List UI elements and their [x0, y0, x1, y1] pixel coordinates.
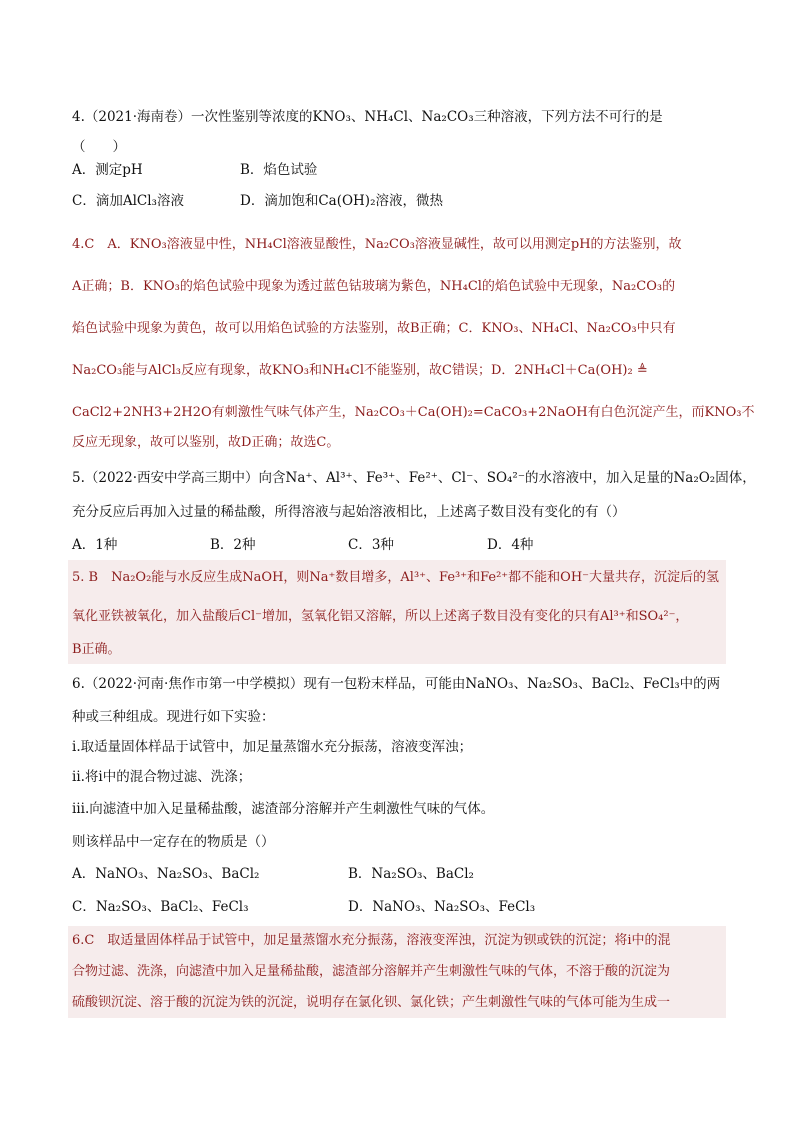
a6-line-1: 6.C 取适量固体样品于试管中，加足量蒸馏水充分振荡，溶液变浑浊，沉淀为钡或铁的沉淀；将ⅰ中的混: [72, 933, 671, 948]
q6-option-d: D．NaNO₃、Na₂SO₃、FeCl₃: [348, 899, 536, 915]
a5-line-2: 氧化亚铁被氧化，加入盐酸后Cl⁻增加，氢氧化铝又溶解，所以上述离子数目没有变化的只有Al³⁺和SO₄²⁻，: [72, 609, 689, 624]
q4-option-a: A．测定pH: [72, 162, 143, 178]
q6-step-2: ⅱ.将ⅰ中的混合物过滤、洗涤；: [72, 769, 252, 785]
a4-line-5: CaCl2+2NH3+2H2O有刺激性气味气体产生，Na₂CO₃＋Ca(OH)₂=CaCO₃+2NaOH有白色沉淀产生，而KNO₃不: [72, 405, 755, 420]
q4-option-d: D．滴加饱和Ca(OH)₂溶液，微热: [240, 193, 443, 209]
a4-line-4: Na₂CO₃能与AlCl₃反应有现象，故KNO₃和NH₄Cl不能鉴别，故C错误；D．2NH₄Cl＋Ca(OH)₂ ≜: [72, 363, 648, 378]
q4-stem: 4.（2021·海南卷）一次性鉴别等浓度的KNO₃、NH₄Cl、Na₂CO₃三种溶液，下列方法不可行的是: [72, 109, 663, 125]
a5-line-1: 5. B Na₂O₂能与水反应生成NaOH，则Na⁺数目增多，Al³⁺、Fe³⁺和Fe²⁺都不能和OH⁻大量共存，沉淀后的氢: [72, 570, 720, 585]
q6-option-a: A．NaNO₃、Na₂SO₃、BaCl₂: [72, 866, 260, 882]
q6-option-c: C．Na₂SO₃、BaCl₂、FeCl₃: [72, 899, 249, 915]
q4-bracket: （ ）: [72, 139, 126, 155]
q4-option-b: B．焰色试验: [240, 162, 318, 178]
q6-line-2: 种或三种组成。现进行如下实验：: [72, 709, 275, 725]
a5-line-3: B正确。: [72, 642, 121, 657]
q6-step-3: ⅲ.向滤渣中加入足量稀盐酸，滤渣部分溶解并产生刺激性气味的气体。: [72, 801, 495, 817]
a4-line-3: 焰色试验中现象为黄色，故可以用焰色试验的方法鉴别，故B正确；C．KNO₃、NH₄Cl、Na₂CO₃中只有: [72, 321, 676, 336]
q6-step-1: ⅰ.取适量固体样品于试管中，加足量蒸馏水充分振荡，溶液变浑浊；: [72, 739, 473, 755]
q5-option-c: C．3种: [348, 537, 394, 553]
q6-ask: 则该样品中一定存在的物质是（）: [72, 834, 275, 850]
a4-line-6: 反应无现象，故可以鉴别，故D正确；故选C。: [72, 435, 340, 450]
q5-line-2: 充分反应后再加入过量的稀盐酸，所得溶液与起始溶液相比，上述离子数目没有变化的有（）: [72, 504, 626, 520]
a4-line-1: 4.C A．KNO₃溶液显中性，NH₄Cl溶液显酸性，Na₂CO₃溶液显碱性，故可以用测定pH的方法鉴别，故: [72, 237, 682, 252]
q6-line-1: 6.（2022·河南·焦作市第一中学模拟）现有一包粉末样品，可能由NaNO₃、Na₂SO₃、BaCl₂、FeCl₃中的两: [72, 676, 721, 692]
q5-option-a: A．1种: [72, 537, 118, 553]
q6-option-b: B．Na₂SO₃、BaCl₂: [348, 866, 474, 882]
q5-line-1: 5.（2022·西安中学高三期中）向含Na⁺、Al³⁺、Fe³⁺、Fe²⁺、Cl⁻、SO₄²⁻的水溶液中，加入足量的Na₂O₂固体，: [72, 470, 756, 486]
a6-line-2: 合物过滤、洗涤，向滤渣中加入足量稀盐酸，滤渣部分溶解并产生刺激性气味的气体，不溶于酸的沉淀为: [72, 964, 671, 979]
a4-line-2: A正确；B．KNO₃的焰色试验中现象为透过蓝色钴玻璃为紫色，NH₄Cl的焰色试验中无现象，Na₂CO₃的: [72, 279, 676, 294]
a6-line-3: 硫酸钡沉淀、溶于酸的沉淀为铁的沉淀，说明存在氯化钡、氯化铁；产生刺激性气味的气体可能为生成一: [72, 995, 671, 1010]
q5-option-b: B．2种: [210, 537, 256, 553]
q4-option-c: C．滴加AlCl₃溶液: [72, 193, 184, 209]
q5-option-d: D．4种: [487, 537, 534, 553]
